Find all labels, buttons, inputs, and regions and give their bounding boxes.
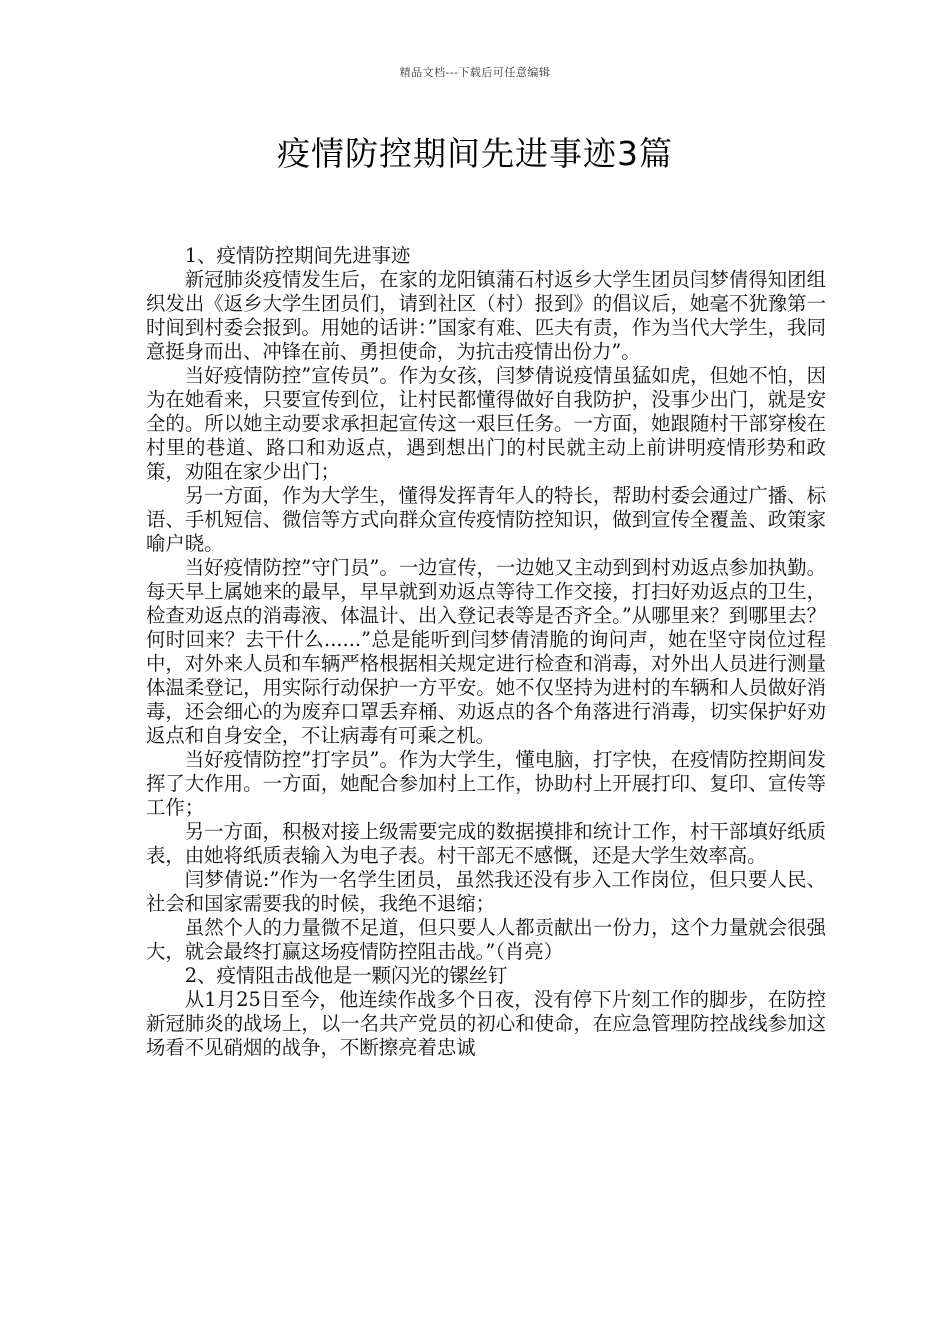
paragraph: 新冠肺炎疫情发生后，在家的龙阳镇蒲石村返乡大学生团员闫梦倩得知团组织发出《返乡大学生团员们，请到社区（村）报到》的倡议后，她毫不犹豫第一时间到村委会报到。用她的话讲：”国家有难、匹夫有责，作为当代大学生，我同意挺身而出、冲锋在前、勇担使命，为抗击疫情出份力”。 xyxy=(146,268,826,363)
paragraph: 另一方面，积极对接上级需要完成的数据摸排和统计工作，村干部填好纸质表，由她将纸质表输入为电子表。村干部无不感慨，还是大学生效率高。 xyxy=(146,820,826,867)
document-title: 疫情防控期间先进事迹3篇 xyxy=(277,134,673,173)
paragraph: 当好疫情防控”打字员”。作为大学生，懂电脑，打字快，在疫情防控期间发挥了大作用。一方面，她配合参加村上工作，协助村上开展打印、复印、宣传等工作； xyxy=(146,748,826,819)
paragraph: 虽然个人的力量微不足道，但只要人人都贡献出一份力，这个力量就会很强大，就会最终打赢这场疫情防控阻击战。”（肖亮） xyxy=(146,916,826,963)
section-heading: 2、疫情阻击战他是一颗闪光的镙丝钉 xyxy=(184,964,508,987)
paragraph: 另一方面，作为大学生，懂得发挥青年人的特长，帮助村委会通过广播、标语、手机短信、微信等方式向群众宣传疫情防控知识，做到宣传全覆盖、政策家喻户晓。 xyxy=(146,484,826,555)
header-note: 精品文档---下载后可任意编辑 xyxy=(399,66,551,79)
paragraph: 从1月25日至今，他连续作战多个日夜，没有停下片刻工作的脚步，在防控新冠肺炎的战场上，以一名共产党员的初心和使命，在应急管理防控战线参加这场看不见硝烟的战争，不断擦亮着忠诚 xyxy=(146,988,826,1059)
document-body xyxy=(146,244,826,1060)
paragraph: 当好疫情防控”守门员”。一边宣传，一边她又主动到到村劝返点参加执勤。每天早上属她来的最早，早早就到劝返点等待工作交接，打扫好劝返点的卫生，检查劝返点的消毒液、体温计、出入登记表等是否齐全。”从哪里来？到哪里去？何时回来？去干什么......”总是能听到闫梦倩清脆的询问声，她在坚守岗位过程中，对外来人员和车辆严格根据相关规定进行检查和消毒，对外出人员进行测量体温柔登记，用实际行动保护一方平安。她不仅坚持为进村的车辆和人员做好消毒，还会细心的为废弃口罩丢弃桶、劝返点的各个角落进行消毒，切实保护好劝返点和自身安全，不让病毒有可乘之机。 xyxy=(146,556,826,747)
section-heading: 1、疫情防控期间先进事迹 xyxy=(184,244,411,267)
paragraph: 当好疫情防控”宣传员”。作为女孩，闫梦倩说疫情虽猛如虎，但她不怕，因为在她看来，只要宣传到位，让村民都懂得做好自我防护，没事少出门，就是安全的。所以她主动要求承担起宣传这一艰巨任务。一方面，她跟随村干部穿梭在村里的巷道、路口和劝返点，遇到想出门的村民就主动上前讲明疫情形势和政策，劝阻在家少出门； xyxy=(146,364,826,483)
paragraph: 闫梦倩说:”作为一名学生团员，虽然我还没有步入工作岗位，但只要人民、社会和国家需要我的时候，我绝不退缩； xyxy=(146,868,826,915)
